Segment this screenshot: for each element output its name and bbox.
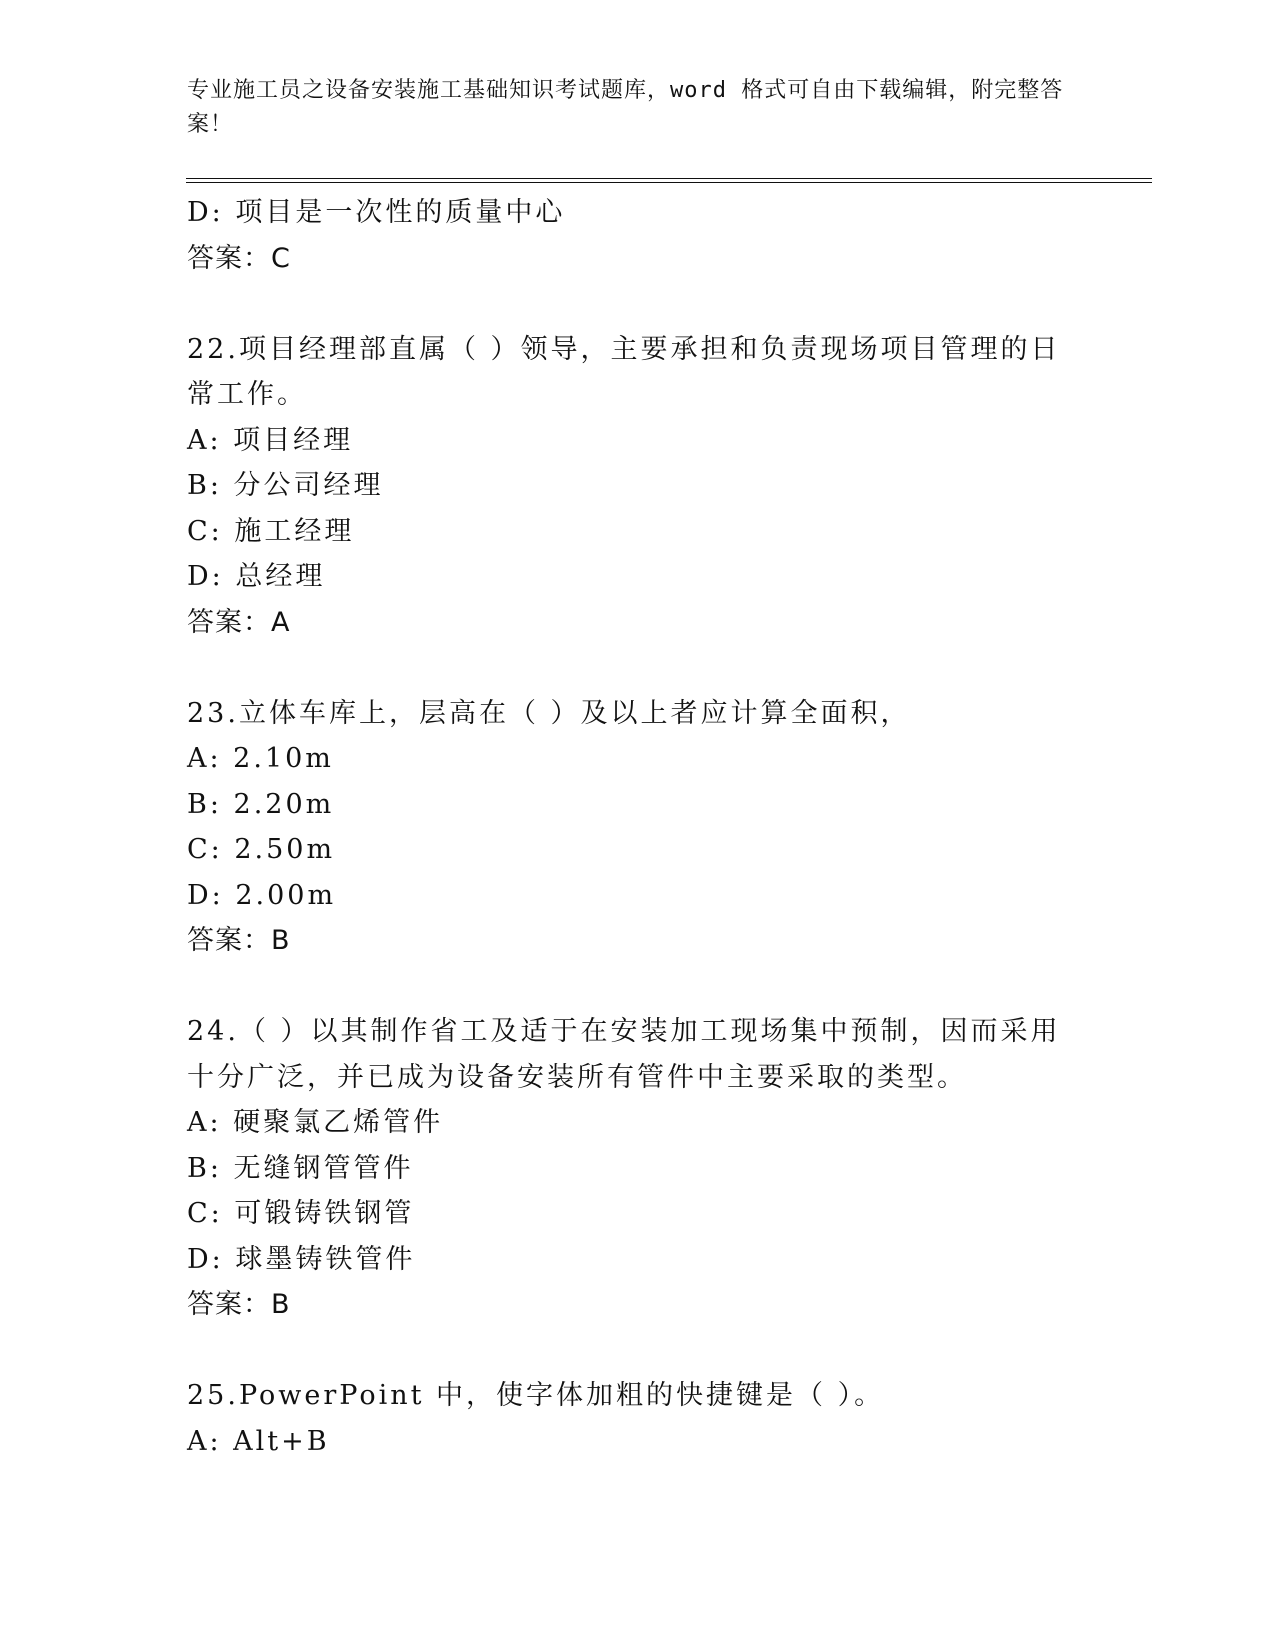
option-c: C: 2.50m xyxy=(187,834,336,865)
header-divider-top xyxy=(186,178,1152,179)
header-divider-bottom xyxy=(186,182,1152,183)
spacer xyxy=(187,964,1087,1010)
answer-line: 答案：B xyxy=(187,925,291,956)
option-c: C: 可锻铸铁钢管 xyxy=(187,1198,415,1229)
option-a: A: 项目经理 xyxy=(187,424,354,456)
option-d: D: 总经理 xyxy=(187,561,326,592)
question-list xyxy=(187,190,1087,1464)
spacer xyxy=(187,1328,1087,1374)
document-header: 专业施工员之设备安装施工基础知识考试题库，word 格式可自由下载编辑，附完整答案！ xyxy=(187,78,1064,137)
option-d: D: 项目是一次性的质量中心 xyxy=(187,197,566,228)
option-b: B: 2.20m xyxy=(187,788,335,820)
option-a: A: 硬聚氯乙烯管件 xyxy=(187,1107,444,1138)
option-a: A: Alt+B xyxy=(187,1425,330,1457)
option-b: B: 无缝钢管管件 xyxy=(187,1152,414,1184)
answer-line: 答案：B xyxy=(187,1289,291,1320)
spacer xyxy=(187,645,1087,691)
option-a: A: 2.10m xyxy=(187,743,334,774)
spacer xyxy=(187,281,1087,327)
option-d: D: 球墨铸铁管件 xyxy=(187,1243,416,1275)
question-stem: 23.立体车库上，层高在（ ）及以上者应计算全面积， xyxy=(187,697,911,729)
question-stem: 25.PowerPoint 中，使字体加粗的快捷键是（ ）。 xyxy=(187,1380,885,1411)
option-b: B: 分公司经理 xyxy=(187,470,384,501)
option-d: D: 2.00m xyxy=(187,879,337,911)
answer-line: 答案：C xyxy=(187,242,291,274)
option-c: C: 施工经理 xyxy=(187,515,355,547)
question-stem: 22.项目经理部直属（ ）领导，主要承担和负责现场项目管理的日常工作。 xyxy=(187,333,1061,410)
answer-line: 答案：A xyxy=(187,606,291,638)
question-stem: 24.（ ）以其制作省工及适于在安装加工现场集中预制，因而采用十分广泛，并已成为设备安装所有管件中主要采取的类型。 xyxy=(187,1016,1061,1093)
